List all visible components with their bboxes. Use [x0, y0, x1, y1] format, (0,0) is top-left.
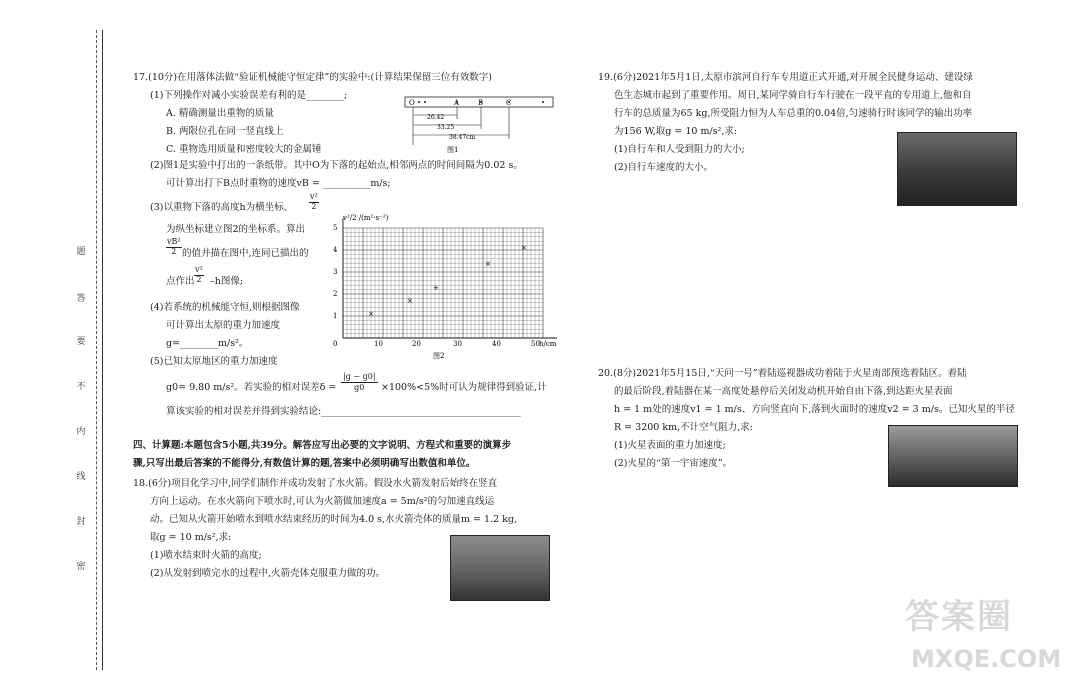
q17-title: 17.(10分)在用落体法做“验证机械能守恒定律”的实验中:(计算结果保留三位有效数字)	[133, 72, 492, 83]
graph-tick-x50: 50	[531, 340, 540, 348]
q17-option-a: A. 精确测量出重物的质量	[166, 108, 274, 119]
water-rocket-photo	[450, 535, 550, 601]
seal-char: 题	[76, 247, 86, 257]
graph-tick-y4: 4	[333, 246, 338, 254]
cut-line	[96, 30, 97, 670]
q17-part3a: (3)以重物下落的高度h为横坐标、	[150, 202, 294, 213]
figure1-caption: 图1	[447, 146, 459, 154]
graph-tick-x20: 20	[412, 340, 421, 348]
data-point: ×	[368, 310, 374, 318]
label-A: A	[454, 99, 460, 107]
watermark-url: MXQE.COM	[911, 645, 1062, 673]
q20-line4: R = 3200 km,不计空气阻力,求:	[614, 422, 753, 433]
binding-gutter	[70, 30, 106, 670]
q18-line1: 18.(6分)项目化学习中,同学们制作并成功发射了水火箭。假设水火箭发射后始终在竖直	[133, 478, 498, 489]
q17-part5c: ×100%<5%时可认为规律得到验证,计	[381, 382, 547, 393]
seal-char: 封	[76, 517, 86, 527]
q17-part3b: 为纵坐标建立图2的坐标系。算出	[166, 224, 306, 235]
q17-part3e: –h图像;	[210, 276, 244, 287]
bike-lane-photo	[897, 132, 1017, 206]
watermark-logo-text: 答案圈	[905, 597, 1013, 637]
q18-line6: (2)从发射到喷完水的过程中,火箭壳体克服重力做的功。	[150, 568, 385, 579]
seal-char: 不	[76, 382, 86, 392]
q18-line4: 取g = 10 m/s²,求:	[150, 532, 232, 543]
seal-char: 内	[76, 427, 86, 437]
q20-line2: 的最后阶段,着陆器在某一高度处悬停后关闭发动机开始自由下落,到达距火星表面	[614, 386, 953, 397]
q17-p3d-fraction: v² 2	[195, 265, 203, 284]
graph-xlabel: h/cm	[539, 340, 557, 348]
q17-part4c: g=________m/s²。	[166, 338, 249, 349]
q19-line4: 为156 W,取g = 10 m/s²,求:	[614, 126, 738, 137]
label-O: O	[409, 99, 415, 107]
seal-line	[102, 30, 103, 670]
q17-part5b: g0= 9.80 m/s²。若实验的相对误差δ =	[166, 382, 337, 393]
q20-line5: (1)火星表面的重力加速度;	[614, 440, 726, 451]
data-point: ×	[407, 297, 413, 305]
q17-part4b: 可计算出太原的重力加速度	[166, 320, 281, 331]
figure1-paper-tape	[403, 95, 555, 155]
graph-ylabel: v²/2 /(m²·s⁻²)	[343, 214, 389, 222]
q17-part1: (1)下列操作对减小实验误差有利的是________;	[150, 90, 348, 101]
graph-tick-y3: 3	[333, 268, 338, 276]
q20-line6: (2)火星的“第一宇宙速度”。	[614, 458, 733, 469]
graph-tick-y2: 2	[333, 290, 338, 298]
q17-part3c: 的值并描在图中,连同已描出的	[182, 248, 309, 259]
graph-tick-x0: 0	[333, 340, 338, 348]
data-point: +	[433, 284, 439, 292]
q19-line1: 19.(6分)2021年5月1日,太原市滨河自行车专用道正式开通,对开展全民健身运动、建设绿	[598, 72, 973, 83]
q17-part2b: 可计算出打下B点时重物的速度vB = __________m/s;	[166, 178, 391, 189]
q17-part2a: (2)图1是实验中打出的一条纸带。其中O为下落的起始点,相邻两点的时间间隔为0.02 s。	[150, 160, 523, 171]
data-point: ×	[485, 260, 491, 268]
section4-header-line1: 四、计算题:本题包含5小题,共39分。解答应写出必要的文字说明、方程式和重要的演算步	[133, 440, 512, 451]
site-watermark	[905, 590, 1075, 680]
label-B: B	[478, 99, 484, 107]
q17-part5d: 算该实验的相对误差并得到实验结论:__________________________________________	[166, 406, 521, 417]
q17-part5a: (5)已知太原地区的重力加速度	[150, 356, 278, 367]
q19-line6: (2)自行车速度的大小。	[614, 162, 713, 173]
graph-tick-x10: 10	[374, 340, 383, 348]
q19-line3: 行车的总质量为65 kg,所受阻力恒为人车总重的0.04倍,匀速骑行时该同学的输出功率	[614, 108, 973, 119]
seal-char: 密	[76, 562, 86, 572]
graph-tick-x40: 40	[492, 340, 501, 348]
dist-ob: 33.25	[437, 124, 455, 131]
graph-tick-y1: 1	[333, 312, 338, 320]
label-C: C	[506, 99, 512, 107]
q20-line1: 20.(8分)2021年5月15日,“天问一号”着陆巡视器成功着陆于火星南部预选着陆区。着陆	[598, 368, 967, 379]
q17-p3-fraction: v² 2	[310, 192, 318, 211]
q17-part4a: (4)若系统的机械能守恒,则根据图像	[150, 302, 300, 313]
q17-p5-fraction: |g − g0| g0	[343, 372, 376, 392]
seal-char: 要	[76, 337, 86, 347]
q17-option-b: B. 两限位孔在同一竖直线上	[166, 126, 284, 137]
seal-char: 答	[76, 294, 86, 304]
dist-oa: 26.42	[427, 114, 445, 121]
q18-line3: 动。已知从火箭开始喷水到喷水结束经历的时间为4.0 s,水火箭壳体的质量m = 1.2 kg,	[150, 514, 518, 525]
section4-header-line2: 骤,只写出最后答案的不能得分,有数值计算的题,答案中必须明确写出数值和单位。	[133, 458, 476, 469]
dist-oc: 38.47cm	[449, 134, 476, 141]
mars-lander-photo	[888, 425, 1018, 487]
q17-p3c-fraction: vB² 2	[167, 237, 181, 256]
q17-option-c: C. 重物选用质量和密度较大的金属锤	[166, 144, 322, 155]
q18-line2: 方向上运动。在水火箭向下喷水时,可认为火箭做加速度a = 5m/s²的匀加速直线运	[150, 496, 495, 507]
figure2-graph	[325, 210, 565, 360]
graph-tick-y5: 5	[333, 224, 338, 232]
q18-line5: (1)喷水结束时火箭的高度;	[150, 550, 262, 561]
graph-tick-x30: 30	[453, 340, 462, 348]
q19-line5: (1)自行车和人受到阻力的大小;	[614, 144, 745, 155]
q20-line3: h = 1 m处的速度v1 = 1 m/s、方向竖直向下,落到火面时的速度v2 = 3 m/s。已知火星的半径	[614, 404, 1015, 415]
q19-line2: 色生态城市起到了重要作用。周日,某同学骑自行车行驶在一段平直的专用道上,他和自	[614, 90, 972, 101]
graph-caption: 图2	[433, 352, 445, 360]
seal-char: 线	[76, 472, 86, 482]
q17-part3d: 点作出	[166, 276, 195, 287]
data-point: ×	[521, 244, 527, 252]
